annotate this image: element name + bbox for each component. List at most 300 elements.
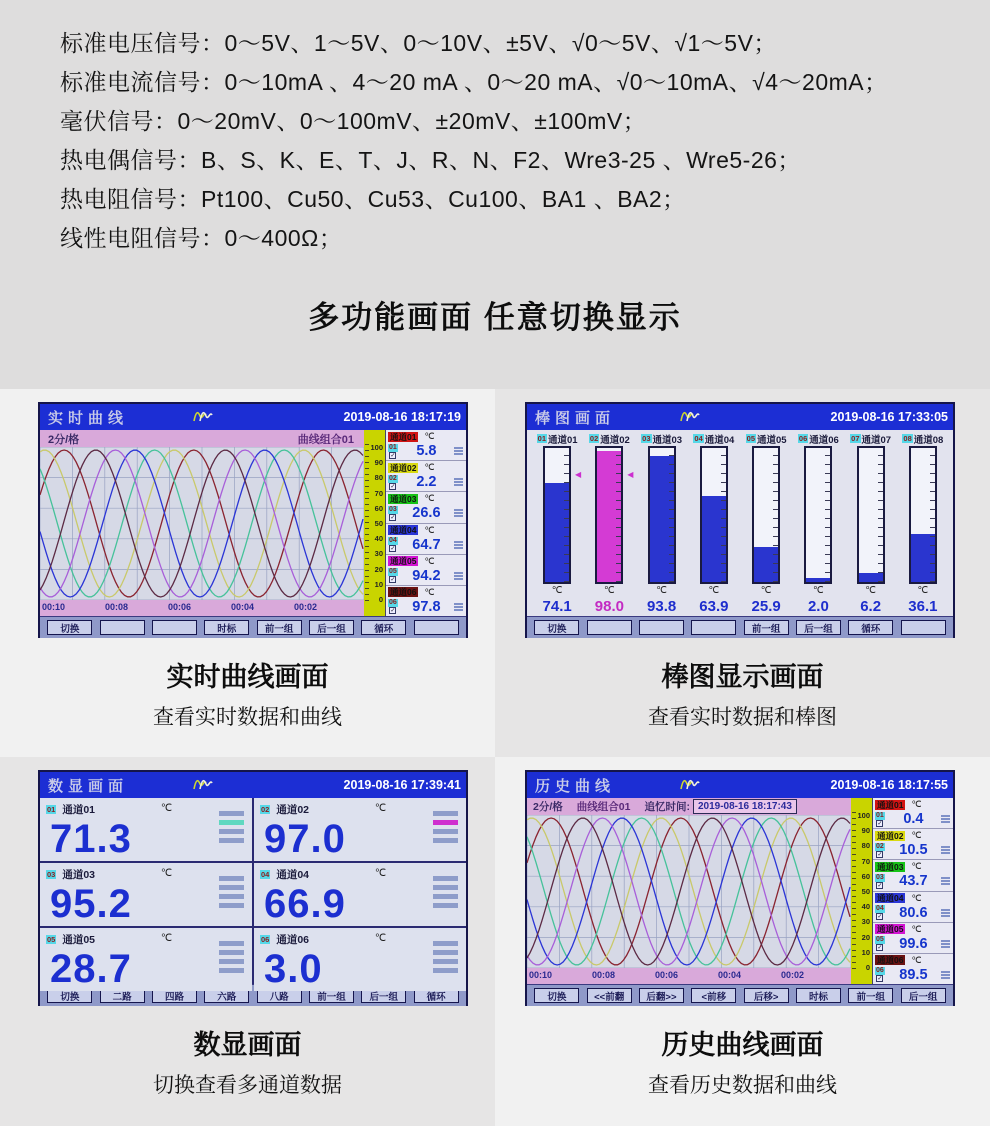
- screen-caption: 实时曲线画面: [166, 662, 329, 692]
- x-tick-label: 00:04: [718, 970, 742, 980]
- level-bar: [433, 941, 458, 946]
- softkey-<前移[interactable]: <前移: [691, 988, 736, 1003]
- softkey-blank[interactable]: [100, 620, 145, 635]
- level-bar: [941, 815, 950, 817]
- softkey-后一组[interactable]: 后一组: [901, 988, 946, 1003]
- curve-group-label: 曲线组合01: [297, 433, 354, 446]
- softkey-后一组[interactable]: 后一组: [361, 988, 406, 1003]
- softkey-前一组[interactable]: 前一组: [309, 988, 354, 1003]
- channel-value: 66.9: [264, 882, 346, 926]
- y-tick-label: 60: [861, 871, 870, 881]
- digital-cell[interactable]: [254, 928, 466, 991]
- level-bars-icon: [454, 603, 463, 611]
- level-bar: [433, 820, 458, 825]
- channel-visible-checkbox[interactable]: ✓: [390, 483, 396, 490]
- channel-visible-checkbox[interactable]: ✓: [390, 452, 396, 459]
- trend-curve-02: [527, 818, 850, 965]
- bar-column[interactable]: [792, 431, 844, 616]
- channel-name: 通道03: [652, 434, 683, 446]
- level-bar: [219, 941, 244, 946]
- channel-visible-checkbox[interactable]: ✓: [877, 820, 883, 827]
- bar-value: 63.9: [699, 598, 729, 615]
- level-bar: [454, 575, 463, 577]
- digital-cell[interactable]: [40, 798, 252, 861]
- digital-cell[interactable]: [40, 928, 252, 991]
- trend-curve-02: [40, 450, 363, 597]
- channel-unit: ℃: [160, 803, 173, 814]
- softkey-后移>[interactable]: 后移>: [744, 988, 789, 1003]
- channel-row[interactable]: [873, 860, 953, 891]
- screen-timestamp: 2019-08-16 18:17:19: [343, 410, 461, 424]
- level-bar: [454, 481, 463, 483]
- channel-row[interactable]: [873, 798, 953, 829]
- softkey-blank[interactable]: [587, 620, 632, 635]
- channel-index: [388, 568, 398, 583]
- level-bar: [433, 829, 458, 834]
- chart-column: [40, 430, 364, 616]
- channel-value: 5.8: [416, 443, 437, 459]
- y-tick-label: 0: [378, 594, 383, 604]
- channel-name-chip: 通道03: [877, 861, 904, 872]
- level-bar: [454, 541, 463, 543]
- level-bar: [454, 484, 463, 486]
- softkey-blank[interactable]: [639, 620, 684, 635]
- bar-unit: ℃: [708, 585, 720, 596]
- bar-label: [693, 431, 734, 446]
- level-bars-icon: [941, 877, 950, 885]
- level-bar: [454, 478, 463, 480]
- softkey-bar: [527, 984, 953, 1006]
- channel-unit: ℃: [424, 586, 435, 597]
- channel-index: [388, 444, 398, 459]
- level-bar: [941, 974, 950, 976]
- channel-name-chip: 通道05: [877, 924, 904, 935]
- x-tick-label: 00:06: [655, 970, 679, 980]
- softkey-切换[interactable]: 切换: [534, 620, 579, 635]
- level-bar: [941, 818, 950, 820]
- y-tick-label: 10: [374, 579, 383, 589]
- softkey-blank[interactable]: [901, 620, 946, 635]
- channel-row-value: [875, 905, 951, 921]
- bar-label: [746, 431, 787, 446]
- channel-visible-checkbox[interactable]: ✓: [877, 976, 883, 983]
- screen-timestamp: 2019-08-16 17:39:41: [343, 778, 461, 792]
- channel-row-header: [388, 431, 464, 442]
- channel-row-header: [388, 525, 464, 536]
- channel-row-header: [875, 893, 951, 904]
- bar-unit: ℃: [551, 585, 563, 596]
- channel-row-value: [875, 936, 951, 952]
- channel-name: 通道05: [757, 434, 787, 446]
- bar-tube: [700, 446, 728, 584]
- channel-number: 07: [851, 434, 860, 443]
- channel-name-chip: 通道05: [390, 556, 417, 567]
- level-bars-icon: [454, 541, 463, 549]
- trend-chart: [527, 815, 851, 968]
- x-axis-strip: [527, 968, 851, 984]
- channel-row-header: [875, 924, 951, 935]
- y-tick-label: 30: [374, 549, 383, 559]
- channel-visible-checkbox[interactable]: ✓: [877, 945, 883, 952]
- recall-time-field[interactable]: 2019-08-16 18:17:43: [693, 799, 797, 814]
- recall-time-label: 追忆时间:: [644, 801, 690, 813]
- y-axis-scale: [851, 798, 872, 984]
- softkey-前一组[interactable]: 前一组: [848, 988, 893, 1003]
- level-bar: [433, 959, 458, 964]
- channel-unit: ℃: [911, 861, 922, 872]
- level-bar: [454, 450, 463, 452]
- bar-value: 36.1: [908, 598, 938, 615]
- level-bar: [941, 971, 950, 973]
- channel-number: 06: [798, 434, 808, 443]
- bar-tube: [857, 446, 885, 584]
- channel-unit: ℃: [424, 462, 435, 473]
- digital-cell-header: [46, 867, 246, 882]
- digital-cell[interactable]: [254, 863, 466, 926]
- bar-column[interactable]: [583, 431, 635, 616]
- y-tick-label: 70: [861, 856, 870, 866]
- level-bar: [941, 846, 950, 848]
- level-bar: [433, 894, 458, 899]
- softkey-时标[interactable]: 时标: [204, 620, 249, 635]
- screen-title: 历史曲线: [535, 777, 616, 795]
- bar-value: 93.8: [647, 598, 677, 615]
- level-bar: [219, 959, 244, 964]
- softkey-blank[interactable]: [152, 620, 197, 635]
- channel-unit: ℃: [374, 803, 387, 814]
- level-bar: [219, 885, 244, 890]
- bar-scale-ticks: [878, 448, 883, 582]
- level-bar: [941, 880, 950, 882]
- channel-value: 64.7: [412, 536, 441, 553]
- channel-name-chip: 通道04: [877, 893, 904, 904]
- bar-tube: [595, 446, 634, 584]
- trend-chart: [40, 447, 364, 600]
- channel-row-value: [388, 505, 464, 521]
- channel-value: 3.0: [264, 947, 323, 991]
- channel-row[interactable]: [386, 555, 466, 586]
- channel-visible-checkbox[interactable]: ✓: [390, 546, 396, 553]
- channel-value: 28.7: [50, 947, 132, 991]
- level-bar: [433, 903, 458, 908]
- level-bar: [941, 849, 950, 851]
- bar-scale-ticks: [669, 448, 674, 582]
- x-tick-label: 00:08: [592, 970, 616, 980]
- channel-value: 95.2: [50, 882, 132, 926]
- channel-row[interactable]: [873, 923, 953, 954]
- level-bar: [454, 572, 463, 574]
- softkey-前一组[interactable]: 前一组: [257, 620, 302, 635]
- level-bars-icon: [941, 846, 950, 854]
- channel-unit: ℃: [911, 954, 922, 965]
- y-tick-label: 100: [857, 811, 870, 820]
- level-bars-icon: [433, 941, 458, 973]
- channel-unit: ℃: [424, 493, 435, 504]
- softkey-时标[interactable]: 时标: [796, 988, 841, 1003]
- level-bar: [433, 811, 458, 816]
- channel-number: 02: [389, 474, 397, 482]
- history-body: [527, 798, 953, 984]
- bar-column[interactable]: [531, 431, 583, 616]
- chart-info-strip: [527, 798, 851, 815]
- channel-number: 02: [876, 842, 884, 850]
- bar-label: [850, 431, 891, 446]
- channel-visible-checkbox[interactable]: ✓: [390, 514, 396, 521]
- channel-number: 06: [261, 935, 270, 944]
- level-bar: [219, 838, 244, 843]
- realtime-titlebar: [40, 404, 466, 430]
- channel-row[interactable]: [386, 461, 466, 492]
- channel-row[interactable]: [386, 430, 466, 461]
- x-tick-label: 00:02: [781, 970, 805, 980]
- level-bar: [219, 820, 244, 825]
- level-bar: [219, 968, 244, 973]
- channel-row[interactable]: [873, 954, 953, 984]
- spec-line-voltage: 标准电压信号：0～5V、1～5V、0～10V、±5V、√0～5V、√1～5V；: [60, 30, 777, 56]
- channel-value: 89.5: [899, 966, 928, 983]
- channel-row-value: [388, 443, 464, 459]
- softkey-二路[interactable]: 二路: [100, 988, 145, 1003]
- screen-subcaption: 查看实时数据和曲线: [153, 706, 342, 729]
- channel-index: [875, 936, 885, 951]
- channel-number: 02: [589, 434, 599, 443]
- channel-visible-checkbox[interactable]: ✓: [390, 608, 396, 615]
- realtime-body: [40, 430, 466, 616]
- level-bar: [941, 912, 950, 914]
- channel-value: 2.2: [416, 474, 437, 491]
- channel-unit: ℃: [911, 892, 922, 903]
- quadrant-realtime: [0, 389, 495, 757]
- x-tick-label: 00:04: [231, 602, 255, 612]
- channel-visible-checkbox[interactable]: ✓: [877, 851, 883, 858]
- bar-column[interactable]: [636, 431, 688, 616]
- quadrant-history: [495, 757, 990, 1126]
- channel-row[interactable]: [873, 829, 953, 860]
- channel-number: 01: [876, 811, 884, 819]
- brand-wave-icon: [192, 410, 216, 428]
- channel-row-value: [388, 599, 464, 615]
- channel-index: [875, 967, 885, 982]
- bar-column[interactable]: [845, 431, 897, 616]
- level-bars-icon: [941, 971, 950, 979]
- softkey-六路[interactable]: 六路: [204, 988, 249, 1003]
- level-bar: [454, 603, 463, 605]
- channel-name: 通道04: [276, 869, 310, 881]
- y-tick-label: 70: [374, 488, 383, 498]
- channel-visible-checkbox[interactable]: ✓: [877, 882, 883, 889]
- bar-label: [902, 431, 943, 446]
- digital-cell-header: [46, 802, 246, 817]
- y-tick-label: 0: [865, 962, 870, 972]
- level-bar: [433, 838, 458, 843]
- channel-row-header: [875, 799, 951, 810]
- spec-line-resistance: 线性电阻信号：0～400Ω；: [60, 225, 343, 251]
- level-bar: [433, 876, 458, 881]
- channel-number: 08: [903, 434, 912, 443]
- bar-unit: ℃: [604, 585, 615, 596]
- bar-label: [798, 431, 839, 446]
- trend-curve-03: [527, 818, 850, 965]
- level-bars-icon: [219, 941, 244, 973]
- y-tick-label: 50: [861, 886, 870, 896]
- channel-number: 03: [47, 870, 56, 879]
- softkey-blank[interactable]: [414, 620, 459, 635]
- channel-value: 99.6: [899, 935, 928, 952]
- softkey-前一组[interactable]: 前一组: [744, 620, 789, 635]
- channel-name: 通道02: [600, 434, 630, 446]
- channel-index: [388, 475, 398, 490]
- level-bars-icon: [454, 478, 463, 486]
- bar-column[interactable]: [688, 431, 740, 616]
- softkey-循环[interactable]: 循环: [414, 988, 459, 1003]
- softkey-四路[interactable]: 四路: [152, 988, 197, 1003]
- channel-name: 通道01: [62, 804, 96, 816]
- screen-caption: 棒图显示画面: [661, 662, 824, 692]
- level-bar: [941, 883, 950, 885]
- level-bars-icon: [433, 876, 458, 908]
- bar-value: 2.0: [807, 598, 829, 615]
- channel-value: 80.6: [899, 904, 928, 921]
- level-bar: [433, 968, 458, 973]
- bar-tube: [752, 446, 780, 584]
- channel-value: 71.3: [50, 817, 132, 861]
- screen-title: 实时曲线: [48, 409, 129, 427]
- bar-scale-ticks: [773, 448, 778, 582]
- channel-name-chip: 通道06: [390, 587, 417, 598]
- y-tick-label: 90: [374, 458, 383, 468]
- bar-label: [537, 431, 578, 446]
- x-tick-label: 00:10: [529, 970, 553, 980]
- alarm-marker-icon: ◀: [627, 469, 634, 479]
- channel-row[interactable]: [873, 892, 953, 923]
- level-bar: [433, 950, 458, 955]
- section-title: 多功能画面 任意切换显示: [308, 300, 682, 335]
- softkey-八路[interactable]: 八路: [257, 988, 302, 1003]
- curve-group-label: 曲线组合01: [576, 801, 631, 813]
- level-bar: [219, 829, 244, 834]
- channel-name: 通道03: [62, 869, 96, 881]
- channel-unit: ℃: [911, 923, 922, 934]
- screen-caption: 数显画面: [193, 1030, 302, 1060]
- alarm-marker-icon: ◀: [574, 469, 582, 479]
- bar-tube: [648, 446, 676, 584]
- channel-name: 通道08: [913, 434, 944, 446]
- softkey-切换[interactable]: 切换: [47, 988, 92, 1003]
- channel-index: [388, 599, 398, 614]
- channel-panel: [385, 430, 466, 616]
- softkey-切换[interactable]: 切换: [534, 988, 579, 1003]
- channel-unit: ℃: [374, 868, 387, 879]
- channel-index: [875, 843, 885, 858]
- softkey-循环[interactable]: 循环: [361, 620, 406, 635]
- level-bar: [454, 606, 463, 608]
- channel-row-header: [388, 462, 464, 473]
- spec-line-millivolt: 毫伏信号：0～20mV、0～100mV、±20mV、±100mV；: [60, 108, 647, 134]
- channel-row-value: [875, 873, 951, 889]
- channel-value: 10.5: [899, 842, 928, 859]
- channel-row[interactable]: [386, 586, 466, 616]
- channel-index: [388, 506, 398, 521]
- softkey-blank[interactable]: [691, 620, 736, 635]
- level-bar: [219, 876, 244, 881]
- screen-caption: 历史曲线画面: [661, 1030, 824, 1060]
- bar-label: [589, 431, 630, 446]
- softkey-bar: [40, 616, 466, 638]
- channel-row[interactable]: [386, 524, 466, 555]
- softkey-切换[interactable]: 切换: [47, 620, 92, 635]
- softkey-<<前翻[interactable]: <<前翻: [587, 988, 632, 1003]
- softkey-后一组[interactable]: 后一组: [796, 620, 841, 635]
- channel-unit: ℃: [374, 933, 387, 944]
- channel-row-value: [388, 537, 464, 553]
- channel-visible-checkbox[interactable]: ✓: [877, 914, 883, 921]
- bar-column[interactable]: [897, 431, 949, 616]
- y-tick-label: 80: [861, 841, 870, 851]
- screens-grid: [0, 389, 990, 1126]
- bar-column[interactable]: [740, 431, 792, 616]
- channel-number: 05: [47, 935, 56, 944]
- softkey-循环[interactable]: 循环: [848, 620, 893, 635]
- level-bar: [941, 909, 950, 911]
- spec-line-thermocouple: 热电偶信号：B、S、K、E、T、J、R、N、F2、Wre3-25 、Wre5-26；: [60, 147, 801, 173]
- channel-number: 06: [876, 967, 884, 975]
- brand-wave-icon: [679, 778, 703, 796]
- y-tick-label: 30: [861, 917, 870, 927]
- bar-value: 98.0: [594, 598, 624, 615]
- brand-wave-icon: [679, 410, 703, 428]
- bar-unit: ℃: [656, 585, 667, 596]
- channel-number: 05: [389, 568, 397, 576]
- chart-info-strip: [40, 430, 364, 447]
- level-bar: [941, 852, 950, 854]
- channel-number: 01: [389, 443, 397, 451]
- digital-cell-header: [260, 802, 460, 817]
- level-bar: [219, 894, 244, 899]
- channel-row-header: [875, 861, 951, 872]
- channel-number: 03: [642, 434, 651, 443]
- history-titlebar: [527, 772, 953, 798]
- digital-cell[interactable]: [40, 863, 252, 926]
- y-tick-label: 10: [861, 947, 870, 957]
- channel-row[interactable]: [386, 492, 466, 523]
- softkey-后一组[interactable]: 后一组: [309, 620, 354, 635]
- softkey-后翻>>[interactable]: 后翻>>: [639, 988, 684, 1003]
- channel-row-header: [875, 955, 951, 966]
- level-bars-icon: [454, 509, 463, 517]
- channel-row-header: [388, 587, 464, 598]
- y-tick-label: 40: [861, 902, 870, 912]
- bar-scale-ticks: [721, 448, 726, 582]
- bargraph-titlebar: [527, 404, 953, 430]
- digital-cell[interactable]: [254, 798, 466, 861]
- screen-subcaption: 查看历史数据和曲线: [648, 1074, 837, 1097]
- level-bars-icon: [433, 811, 458, 843]
- x-axis-strip: [40, 600, 364, 616]
- bar-scale-ticks: [825, 448, 830, 582]
- trend-curve-03: [40, 450, 363, 597]
- level-bars-icon: [219, 811, 244, 843]
- channel-name: 通道07: [861, 434, 892, 446]
- history-screen: [525, 770, 955, 1006]
- channel-visible-checkbox[interactable]: ✓: [390, 577, 396, 584]
- screen-timestamp: 2019-08-16 18:17:55: [830, 778, 948, 792]
- channel-name-chip: 通道02: [877, 830, 904, 841]
- spec-line-rtd: 热电阻信号：Pt100、Cu50、Cu53、Cu100、BA1 、BA2；: [60, 186, 686, 212]
- channel-value: 26.6: [412, 505, 441, 522]
- time-scale-label: 2分/格: [533, 801, 563, 813]
- trend-curve-01: [527, 818, 850, 965]
- digital-body: [40, 798, 466, 991]
